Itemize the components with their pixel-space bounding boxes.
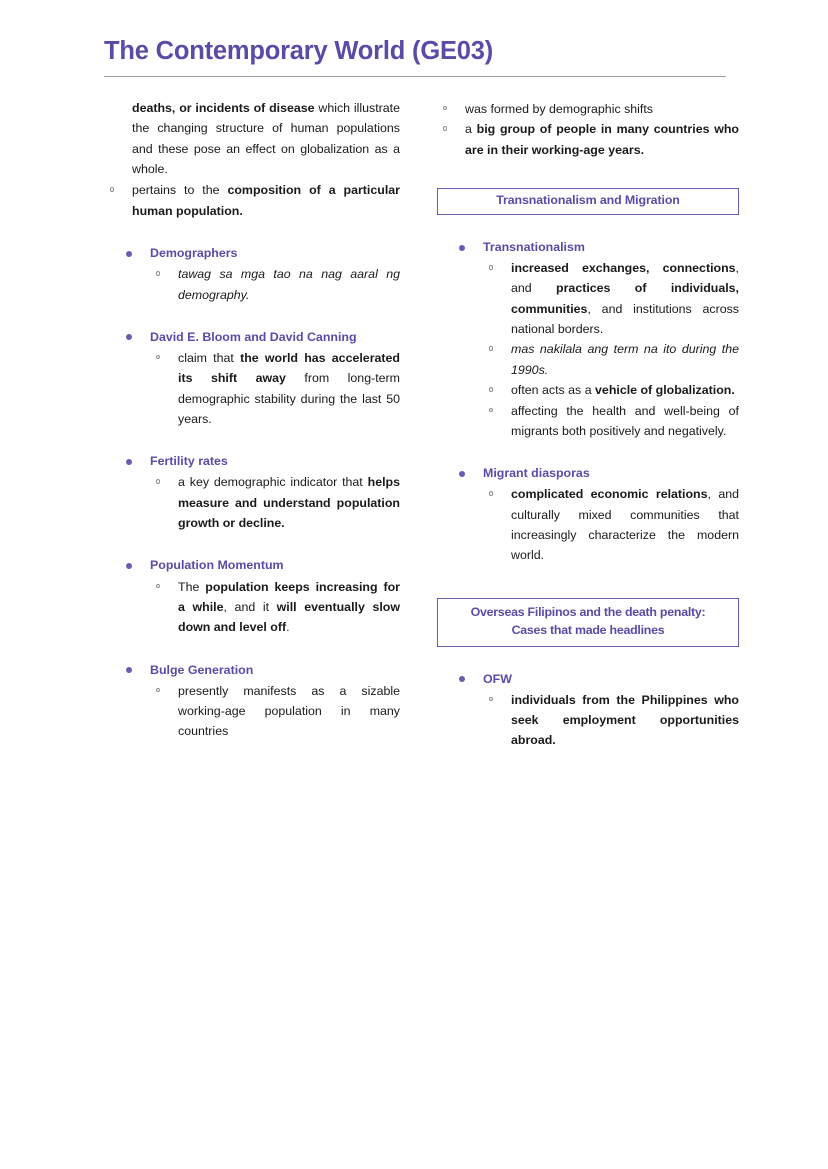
spacer — [437, 647, 739, 669]
spacer — [104, 433, 400, 451]
continued-sub-list — [104, 180, 400, 221]
document-header — [104, 36, 726, 77]
spacer — [437, 160, 739, 188]
topic-population-momentum — [104, 555, 400, 637]
sub-list — [483, 690, 739, 751]
section-heading-transnationalism — [437, 188, 739, 215]
list-item: presently manifests as a sizable working-age population in many countries — [150, 681, 400, 742]
list-item: mas nakilala ang term na ito during the 1990s. — [483, 339, 739, 380]
list-item: often acts as a vehicle of globalization. — [483, 380, 739, 400]
continued-sub-list-right — [437, 99, 739, 160]
spacer — [104, 309, 400, 327]
sub-list — [150, 264, 400, 305]
topic-fertility-rates — [104, 451, 400, 533]
section-heading-line: Cases that made headlines — [511, 622, 665, 637]
left-column — [0, 98, 414, 755]
continued-paragraph: deaths, or incidents of disease which illustrate the changing structure of human populations and these pose an effect on globalization as a whole. — [132, 101, 400, 177]
list-item: was formed by demographic shifts — [437, 99, 739, 119]
topic-label: Demographers — [150, 246, 238, 261]
spacer — [104, 221, 400, 243]
list-item: claim that the world has accelerated its shift away from long-term demographic stability during the last 50 years. — [150, 348, 400, 429]
spacer — [437, 215, 739, 237]
list-item: affecting the health and well-being of migrants both positively and negatively. — [483, 401, 739, 442]
list-item: increased exchanges, connections, and practices of individuals, communities, and institutions across national borders. — [483, 258, 739, 339]
topic-bulge-generation — [104, 660, 400, 742]
list-item: individuals from the Philippines who seek employment opportunities abroad. — [483, 690, 739, 751]
spacer — [437, 445, 739, 463]
sub-list — [150, 348, 400, 429]
topic-demographers — [104, 243, 400, 305]
sub-list — [150, 472, 400, 533]
topic-label: OFW — [483, 671, 512, 686]
topic-transnationalism — [437, 237, 739, 441]
list-item: a big group of people in many countries who are in their working-age years. — [437, 119, 739, 160]
list-item: complicated economic relations, and culturally mixed communities that increasingly characterize the modern world. — [483, 484, 739, 565]
topic-label: Transnationalism — [483, 240, 585, 255]
sub-list — [150, 577, 400, 638]
two-column-body — [0, 98, 828, 755]
section-heading-overseas-filipinos — [437, 598, 739, 647]
spacer — [104, 537, 400, 555]
right-topic-list-1 — [437, 237, 739, 566]
list-item: The population keeps increasing for a while, and it will eventually slow down and level off. — [150, 577, 400, 638]
section-heading-line: Transnationalism and Migration — [496, 193, 680, 208]
spacer — [104, 642, 400, 660]
topic-migrant-diasporas — [437, 463, 739, 565]
sub-list — [150, 681, 400, 742]
topic-label: Migrant diasporas — [483, 466, 590, 481]
list-item: a key demographic indicator that helps measure and understand population growth or decline. — [150, 472, 400, 533]
topic-label: David E. Bloom and David Canning — [150, 329, 357, 344]
spacer — [437, 570, 739, 598]
title-divider — [104, 76, 726, 77]
list-item: pertains to the composition of a particular human population. — [104, 180, 400, 221]
left-topic-list — [104, 243, 400, 742]
topic-bloom-canning — [104, 327, 400, 429]
topic-ofw — [437, 669, 739, 751]
topic-label: Fertility rates — [150, 454, 228, 469]
right-topic-list-2 — [437, 669, 739, 751]
page-title: The Contemporary World (GE03) — [104, 37, 494, 65]
topic-label: Bulge Generation — [150, 662, 254, 677]
sub-list — [483, 258, 739, 441]
list-item: tawag sa mga tao na nag aaral ng demography. — [150, 264, 400, 305]
topic-label: Population Momentum — [150, 558, 284, 573]
sub-list — [483, 484, 739, 565]
section-heading-line: Overseas Filipinos and the death penalty: — [470, 604, 706, 619]
right-column — [414, 98, 828, 755]
